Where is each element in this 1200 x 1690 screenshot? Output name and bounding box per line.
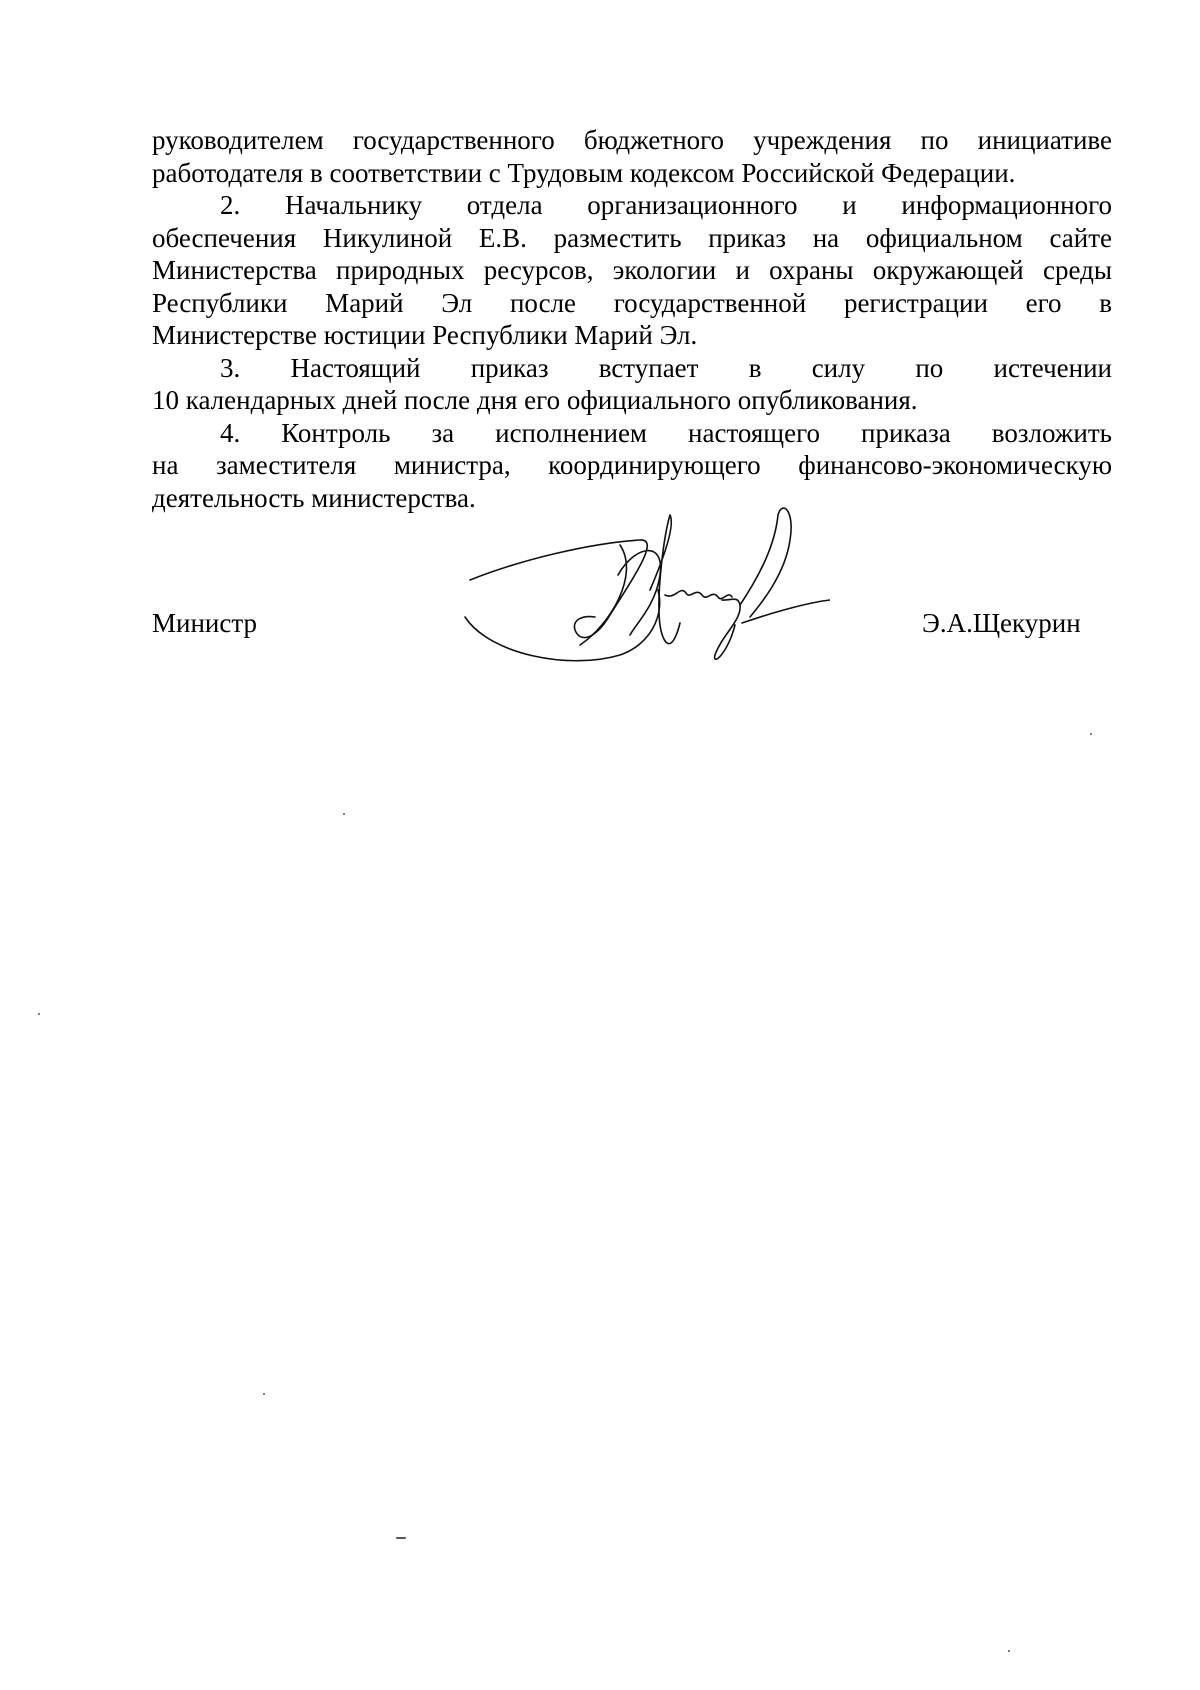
- text-line: Республики Марий Эл после государственной регистрации его в: [152, 287, 1112, 318]
- text-line: Министерстве юстиции Республики Марий Эл.: [152, 320, 698, 350]
- scan-speck: [1008, 1650, 1010, 1652]
- scan-speck: [396, 1537, 406, 1539]
- text-line: Министерства природных ресурсов, экологии и охраны окружающей среды: [152, 255, 1112, 285]
- signer-name: Э.А.Щекурин: [922, 608, 1081, 638]
- scan-speck: [1090, 733, 1092, 735]
- position-title: Министр: [152, 608, 257, 638]
- text-line: работодателя в соответствии с Трудовым кодексом Российской Федерации.: [152, 157, 1016, 188]
- scan-speck: [343, 813, 345, 815]
- text-line: на заместителя министра, координирующего финансово-экономическую: [152, 450, 1112, 480]
- scan-speck: [263, 1393, 265, 1395]
- text-line: обеспечения Никулиной Е.В. разместить приказ на официальном сайте: [152, 222, 1112, 253]
- text-line: руководителем государственного бюджетного учреждения по инициативе: [152, 125, 1112, 155]
- paragraph-2-start: 2. Начальнику отдела организационного и информационного: [220, 190, 1112, 220]
- document-body: [152, 124, 1112, 514]
- paragraph-4-start: 4. Контроль за исполнением настоящего приказа возложить: [220, 417, 1112, 448]
- scan-speck: [38, 1013, 40, 1015]
- paragraph-3-start: 3. Настоящий приказ вступает в силу по истечении: [220, 352, 1112, 383]
- text-line: деятельность министерства.: [152, 482, 476, 513]
- handwritten-signature: [460, 505, 830, 680]
- text-line: 10 календарных дней после дня его официального опубликования.: [152, 385, 918, 415]
